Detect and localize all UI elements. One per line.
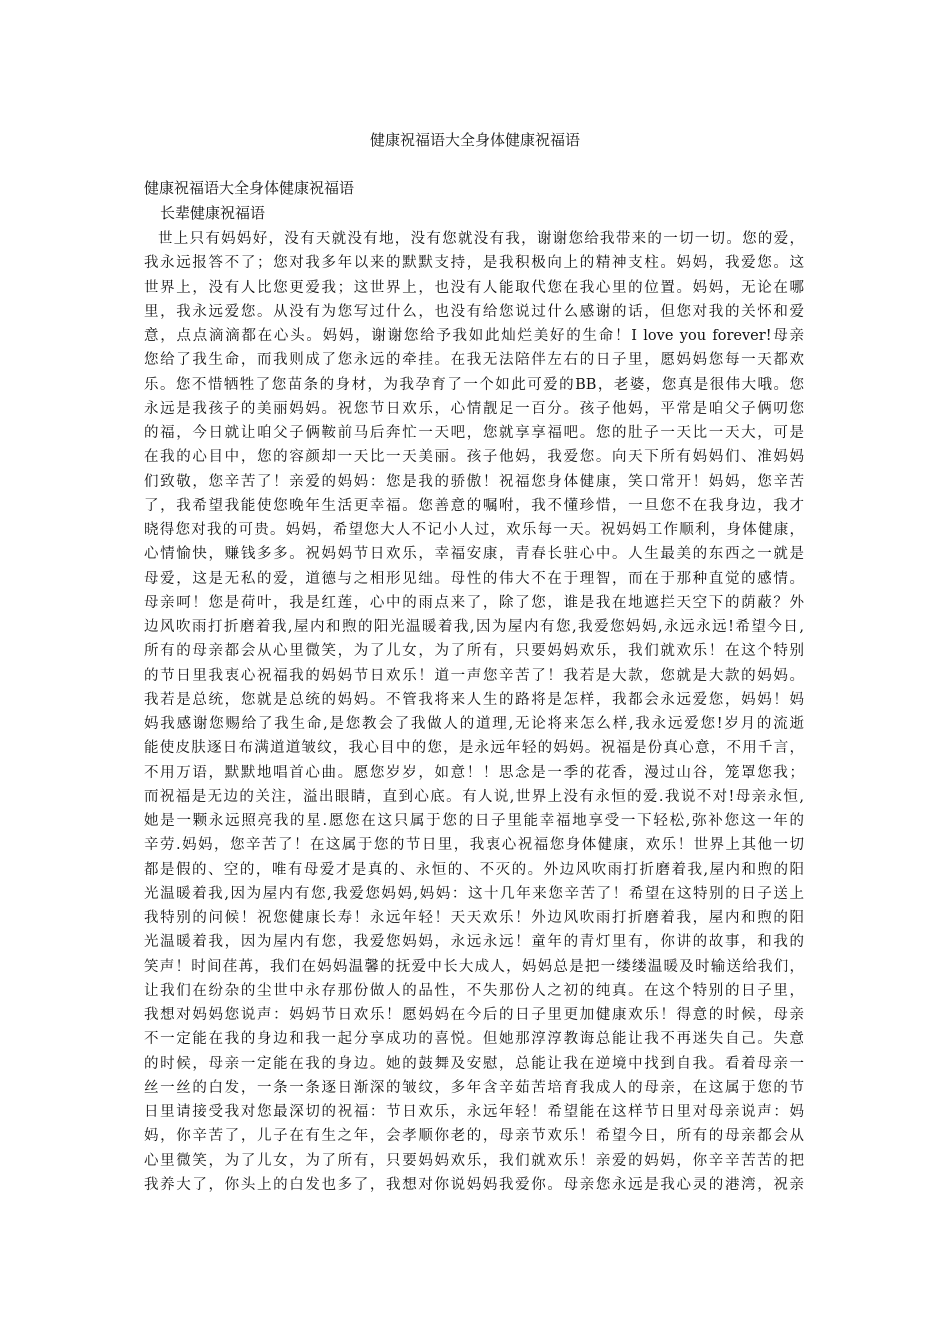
body-line: 辛劳.妈妈，您辛苦了！在这属于您的节日里，我衷心祝福您身体健康，欢乐！世界上其他一切 [144,837,804,854]
body-line: 她是一颗永远照亮我的星.愿您在这只属于您的日子里能幸福地享受一下轻松,弥补您这一年的 [144,813,804,829]
body-line: 永远是我孩子的美丽妈妈。祝您节日欢乐，心情靓足一百分。孩子他妈，平常是咱父子俩叨您 [144,400,804,417]
body-line: 我养大了，你头上的白发也多了，我想对你说妈妈我爱你。母亲您永远是我心灵的港湾，祝亲 [144,1176,804,1193]
body-line: 不用万语，默默地唱首心曲。愿您岁岁，如意！！思念是一季的花香，漫过山谷，笼罩您我； [144,764,804,781]
body-line: 能使皮肤逐日布满道道皱纹，我心目中的您，是永远年轻的妈妈。祝福是份真心意，不用千言， [144,740,804,757]
document-title: 健康祝福语大全身体健康祝福语 [369,131,580,149]
body-line: 心里微笑，为了儿女，为了所有，只要妈妈欢乐，我们就欢乐！亲爱的妈妈，你辛辛苦苦的把 [144,1152,804,1169]
body-line: 您给了我生命，而我则成了您永远的牵挂。在我无法陪伴左右的日子里，愿妈妈您每一天都欢 [144,352,804,369]
body-line: 世界上，没有人比您更爱我；这世界上，也没有人能取代您在我心里的位置。妈妈，无论在哪 [144,279,804,296]
body-line: 母亲呵！您是荷叶，我是红莲，心中的雨点来了，除了您，谁是我在地遮拦天空下的荫蔽？外 [144,594,804,611]
body-line: 世上只有妈妈好，没有天就没有地，没有您就没有我，谢谢您给我带来的一切一切。您的爱， [158,231,804,247]
article-heading: 健康祝福语大全身体健康祝福语 [144,179,355,197]
body-line: 让我们在纷杂的尘世中永存那份做人的品性，不失那份人之初的纯真。在这个特别的日子里， [144,982,804,999]
body-line: 不一定能在我的身边和我一起分享成功的喜悦。但她那淳淳教诲总能让我不再迷失自己。失意 [144,1031,804,1048]
body-line: 晓得您对我的可贵。妈妈，希望您大人不记小人过，欢乐每一天。祝妈妈工作顺利，身体健康， [144,522,804,538]
body-line: 们致敬，您辛苦了！亲爱的妈妈：您是我的骄傲！祝福您身体健康，笑口常开！妈妈，您辛苦 [144,473,804,490]
body-line: 边风吹雨打折磨着我,屋内和煦的阳光温暖着我,因为屋内有您,我爱您妈妈,永远永远!希望今日, [144,619,804,635]
body-line: 了，我希望我能使您晚年生活更幸福。您善意的嘱咐，我不懂珍惜，一旦您不在我身边，我才 [144,497,804,514]
body-line: 光温暖着我，因为屋内有您，我爱您妈妈，永远永远！童年的青灯里有，你讲的故事，和我的 [144,934,804,951]
body-line: 都是假的、空的，唯有母爱才是真的、永恒的、不灭的。外边风吹雨打折磨着我,屋内和煦的阳 [144,861,804,878]
body-line: 我若是总统，您就是总统的妈妈。不管我将来人生的路将是怎样，我都会永远爱您，妈妈！妈 [144,691,804,708]
body-line: 我永远报答不了；您对我多年以来的默默支持，是我积极向上的精神支柱。妈妈，我爱您。这 [144,255,804,272]
body-line: 的节日里我衷心祝福我的妈妈节日欢乐！道一声您辛苦了！我若是大款，您就是大款的妈妈。 [144,667,804,684]
body-line: 日里请接受我对您最深切的祝福：节日欢乐，永远年轻！希望能在这样节日里对母亲说声：妈 [144,1104,804,1120]
section-subheading: 长辈健康祝福语 [160,204,266,222]
body-line: 妈，你辛苦了，儿子在有生之年，会孝顺你老的，母亲节欢乐！希望今日，所有的母亲都会从 [144,1128,804,1145]
body-line: 光温暖着我,因为屋内有您,我爱您妈妈,妈妈：这十几年来您辛苦了！希望在这特别的日子送上 [144,885,804,902]
body-line: 的福，今日就让咱父子俩鞍前马后奔忙一天吧，您就享享福吧。您的肚子一天比一天大，可是 [144,425,804,441]
body-line: 母爱，这是无私的爱，道德与之相形见绌。母性的伟大不在于理智，而在于那种直觉的感情。 [144,570,804,587]
body-line: 妈我感谢您赐给了我生命,是您教会了我做人的道理,无论将来怎么样,我永远爱您!岁月的流逝 [144,716,804,732]
body-line: 我想对妈妈您说声：妈妈节日欢乐！愿妈妈在今后的日子里更加健康欢乐！得意的时候，母亲 [144,1007,804,1023]
body-line: 所有的母亲都会从心里微笑，为了儿女，为了所有，只要妈妈欢乐，我们就欢乐！在这个特别 [144,643,804,660]
body-line: 我特别的问候！祝您健康长寿！永远年轻！天天欢乐！外边风吹雨打折磨着我，屋内和煦的阳 [144,910,804,926]
body-line: 在我的心目中，您的容颜却一天比一天美丽。孩子他妈，我爱您。向天下所有妈妈们、准妈妈 [144,449,804,466]
body-line: 里，我永远爱您。从没有为您写过什么，也没有给您说过什么感谢的话，但您对我的关怀和爱 [144,303,804,320]
body-line: 丝一丝的白发，一条一条逐日渐深的皱纹，多年含辛茹苦培育我成人的母亲，在这属于您的节 [144,1079,804,1096]
body-line: 心情愉快，赚钱多多。祝妈妈节日欢乐，幸福安康，青春长驻心中。人生最美的东西之一就是 [144,546,804,563]
body-line: 笑声！时间荏苒，我们在妈妈温馨的抚爱中长大成人，妈妈总是把一缕缕温暖及时输送给我们， [144,958,804,975]
body-line: 而祝福是无边的关注，溢出眼睛，直到心底。有人说,世界上没有永恒的爱.我说不对!母亲永恒, [144,788,804,805]
body-line: 的时候，母亲一定能在我的身边。她的鼓舞及安慰，总能让我在逆境中找到自我。看着母亲一 [144,1055,804,1072]
body-line: 乐。您不惜牺牲了您苗条的身材，为我孕育了一个如此可爱的BB，老婆，您真是很伟大哦。您 [144,376,804,393]
article-body [144,227,804,1197]
body-line: 意，点点滴滴都在心头。妈妈，谢谢您给予我如此灿烂美好的生命！I love you forever!母亲 [144,328,804,344]
